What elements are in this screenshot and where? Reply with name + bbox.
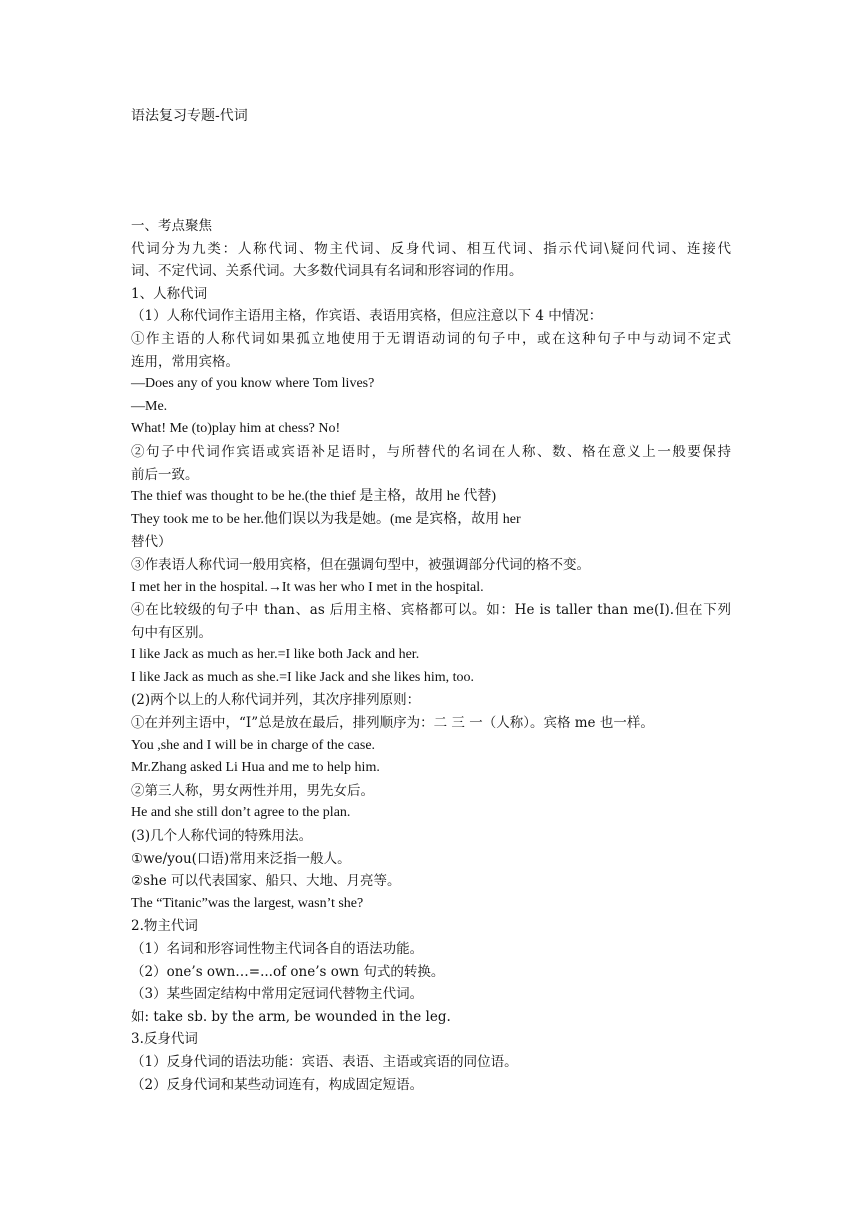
text-line: 前后一致。 [131, 466, 199, 483]
text-line: ①we/you(口语)常用来泛指一般人。 [131, 850, 351, 867]
text-line: (3)几个人称代词的特殊用法。 [131, 828, 313, 845]
text-line: 2.物主代词 [131, 918, 198, 935]
text-line: 一、考点聚焦 [131, 218, 212, 234]
text-line: 句中有区别。 [131, 624, 212, 641]
text-line: （1）名词和形容词性物主代词各自的语法功能。 [131, 941, 424, 957]
document-title: 语法复习专题-代词 [131, 108, 248, 124]
text-line: 如: take sb. by the arm, be wounded in the leg. [131, 1008, 451, 1025]
text-line: （3）某些固定结构中常用定冠词代替物主代词。 [131, 986, 424, 1003]
text-line: I met her in the hospital.→It was her who I met in the hospital. [131, 579, 484, 595]
text-line: ①在并列主语中，“I”总是放在最后，排列顺序为：二 三 一（人称）。宾格 me 也一样。 [131, 715, 654, 732]
text-line: He and she still don’t agree to the plan. [131, 805, 351, 821]
text-line: —Does any of you know where Tom lives? [131, 376, 375, 392]
text-line: What! Me (to)play him at chess? No! [131, 421, 341, 437]
text-line: ④在比较级的句子中 than、as 后用主格、宾格都可以。如：He is taller than me(I).但在下列 [131, 602, 731, 619]
text-line: (2)两个以上的人称代词并列，其次序排列原则： [131, 692, 421, 709]
text-line: —Me. [131, 398, 168, 414]
text-line: They took me to be her.他们误以为我是她。(me 是宾格，故用 her [131, 511, 521, 527]
text-line: ②第三人称，男女两性并用，男先女后。 [131, 782, 374, 799]
text-line: 1、人称代词 [131, 285, 208, 302]
text-line: The “Titanic”was the largest, wasn’t she? [131, 895, 364, 911]
text-line: （2）反身代词和某些动词连有，构成固定短语。 [131, 1076, 424, 1093]
text-line: ①作主语的人称代词如果孤立地使用于无谓语动词的句子中，或在这种句子中与动词不定式 [131, 330, 731, 347]
text-line: （2）one’s own…=...of one’s own 句式的转换。 [131, 963, 445, 980]
text-line: （1）反身代词的语法功能：宾语、表语、主语或宾语的同位语。 [131, 1053, 518, 1070]
text-line: I like Jack as much as she.=I like Jack and she likes him, too. [131, 669, 475, 685]
text-line: You ,she and I will be in charge of the case. [131, 737, 376, 753]
text-line: 词、不定代词、关系代词。大多数代词具有名词和形容词的作用。 [131, 263, 523, 280]
text-line: Mr.Zhang asked Li Hua and me to help him. [131, 760, 380, 776]
text-line: ②she 可以代表国家、船只、大地、月亮等。 [131, 873, 401, 890]
text-line: I like Jack as much as her.=I like both Jack and her. [131, 647, 420, 663]
text-line: 替代） [131, 534, 172, 551]
text-line: The thief was thought to be he.(the thief 是主格，故用 he 代替) [131, 489, 497, 505]
document-body [131, 215, 737, 1096]
text-line: 连用，常用宾格。 [131, 353, 239, 370]
text-line: （1）人称代词作主语用主格，作宾语、表语用宾格，但应注意以下 4 中情况： [131, 308, 603, 325]
text-line: 代词分为九类：人称代词、物主代词、反身代词、相互代词、指示代词\疑问代词、连接代 [131, 240, 731, 257]
text-line: ②句子中代词作宾语或宾语补足语时，与所替代的名词在人称、数、格在意义上一般要保持 [131, 443, 731, 460]
text-line: ③作表语人称代词一般用宾格，但在强调句型中，被强调部分代词的格不变。 [131, 556, 590, 573]
text-line: 3.反身代词 [131, 1031, 198, 1048]
